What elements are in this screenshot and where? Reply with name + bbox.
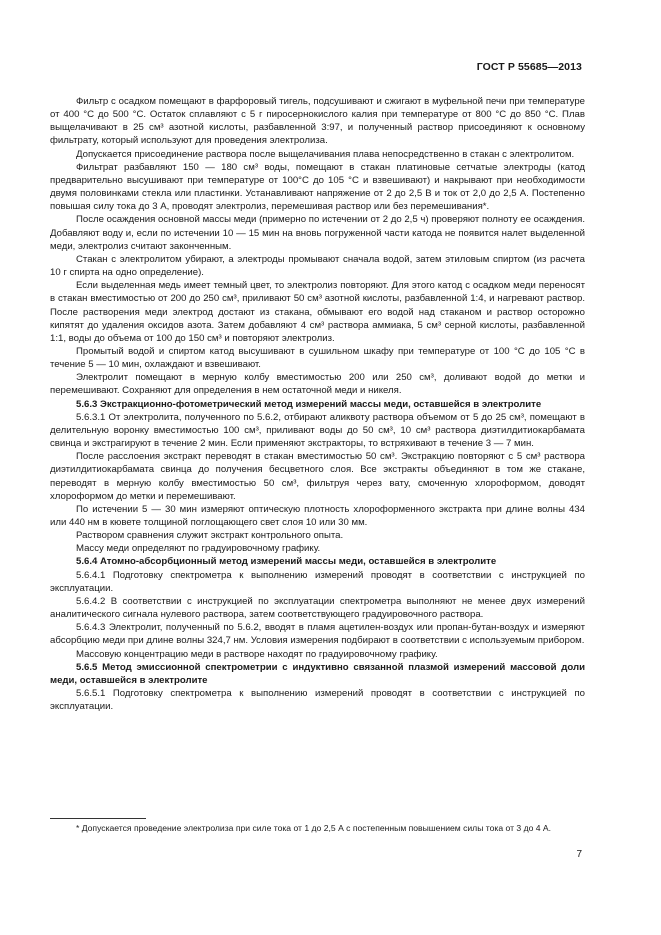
paragraph: Промытый водой и спиртом катод высушивают в сушильном шкафу при температуре от 100 °С до 105 °С в течение 5 — 10 мин, охлаждают и взвешивают.: [50, 345, 585, 371]
paragraph: 5.6.3.1 От электролита, полученного по 5.6.2, отбирают аликвоту раствора объемом от 5 до 25 см³, помещают в делительную воронку вместимостью 100 см³, приливают воды до 50 см³, 10 см³ раствора диэтилдитиокарбамата свинца и экстрагируют в течение 2 мин. Если применяют экстракторы, то встряхивают в течение 3 — 7 мин.: [50, 411, 585, 450]
paragraph: Допускается присоединение раствора после выщелачивания плава непосредственно в стакан с электролитом.: [76, 148, 575, 160]
paragraph: Фильтр с осадком помещают в фарфоровый тигель, подсушивают и сжигают в муфельной печи при температуре от 400 °С до 500 °С. Остаток сплавляют с 5 г пиросернокислого калия при температуре от 800 °С до 850 °С. Плав выщелачивают в 25 см³ азотной кислоты, разбавленной 3:97, и полученный раствор присоединяют к основному фильтрату, который используют для проведения электролиза.: [50, 96, 585, 147]
section-heading-5-6-5: 5.6.5 Метод эмиссионной спектрометрии с индуктивно связанной плазмой измерений массовой доли меди, оставшейся в электролите: [50, 661, 585, 686]
paragraph: Электролит помещают в мерную колбу вместимостью 200 или 250 см³, доливают водой до метки и перемешивают. Сохраняют для определения в нем остаточной меди и никеля.: [50, 372, 585, 397]
footnote: * Допускается проведение электролиза при силе тока от 1 до 2,5 А с постепенным повышением силы тока от 3 до 4 А.: [76, 823, 552, 833]
paragraph: 5.6.4.3 Электролит, полученный по 5.6.2, вводят в пламя ацетилен-воздух или пропан-бутан-воздух и измеряют абсорбцию меди при длине волны 324,7 нм. Условия измерения подбирают в соответствии с используемым прибором.: [50, 622, 585, 647]
paragraph: Раствором сравнения служит экстракт контрольного опыта.: [76, 530, 344, 542]
paragraph: 5.6.5.1 Подготовку спектрометра к выполнению измерений проводят в соответствии с инструкцией по эксплуатации.: [50, 688, 585, 713]
section-heading-5-6-3: 5.6.3 Экстракционно-фотометрический метод измерений массы меди, оставшейся в электролите: [76, 398, 542, 410]
paragraph: Массовую концентрацию меди в растворе находят по градуировочному графику.: [76, 648, 438, 660]
paragraph: После расслоения экстракт переводят в стакан вместимостью 50 см³. Экстракцию повторяют с 5 см³ раствора диэтилдитиокарбамата свинца до получения бесцветного слоя. Все экстракты объединяют в том же стакане, переводят в мерную колбу вместимостью 50 см³, фильтруя через вату, смоченную хлороформом, доводят хлороформом до метки и перемешивают.: [50, 451, 585, 502]
paragraph: 5.6.4.2 В соответствии с инструкцией по эксплуатации спектрометра выполняют не менее двух измерений аналитического сигнала нулевого раствора, затем соответствующего градуировочного раствора.: [50, 595, 585, 621]
paragraph: Если выделенная медь имеет темный цвет, то электролиз повторяют. Для этого катод с осадком меди переносят в стакан вместимостью от 200 до 250 см³, приливают 50 см³ азотной кислоты, разбавленной 1:4, и нагревают раствор. После растворения меди электрод достают из стакана, обмывают его водой над стаканом и раствор осторожно кипятят до удаления оксидов азота. Затем добавляют 4 см³ раствора аммиака, 5 см³ серной кислоты, разбавленной 1:1, воды до объема от 100 до 150 см³ и повторяют электролиз.: [50, 280, 585, 344]
paragraph: Стакан с электролитом убирают, а электроды промывают сначала водой, затем этиловым спиртом (из расчета 10 г спирта на одно определение).: [50, 253, 585, 279]
paragraph: Массу меди определяют по градуировочному графику.: [76, 543, 321, 555]
standard-header: ГОСТ Р 55685—2013: [476, 61, 582, 73]
paragraph: По истечении 5 — 30 мин измеряют оптическую плотность хлороформенного экстракта при длине волны 434 или 440 нм в кювете толщиной поглощающего свет слоя 10 или 30 мм.: [50, 503, 585, 528]
page-number: 7: [576, 849, 582, 860]
paragraph: Фильтрат разбавляют 150 — 180 см³ воды, помещают в стакан платиновые сетчатые электроды (катод предварительно высушивают при температуре от 100°С до 105 °С и взвешивают) и накрывают при необходимости двумя половинками стекла или пластинки. Устанавливают напряжение от 2 до 2,5 В и ток от 2,0 до 2,5 А. Постепенно повышая силу тока до 3 А, проводят электролиз, перемешивая раствор или без перемешивания*.: [50, 161, 585, 213]
paragraph: После осаждения основной массы меди (примерно по истечении от 2 до 2,5 ч) проверяют полноту ее осаждения. Добавляют воду и, если по истечении 10 — 15 мин на вновь погруженной части катода не появится налет выделенной меди, электролиз считают законченным.: [50, 214, 585, 252]
footnote-divider: [50, 818, 146, 819]
section-heading-5-6-4: 5.6.4 Атомно-абсорбционный метод измерений массы меди, оставшейся в электролите: [76, 556, 497, 568]
paragraph: 5.6.4.1 Подготовку спектрометра к выполнению измерений проводят в соответствии с инструкцией по эксплуатации.: [50, 569, 585, 594]
document-body: [50, 95, 585, 713]
